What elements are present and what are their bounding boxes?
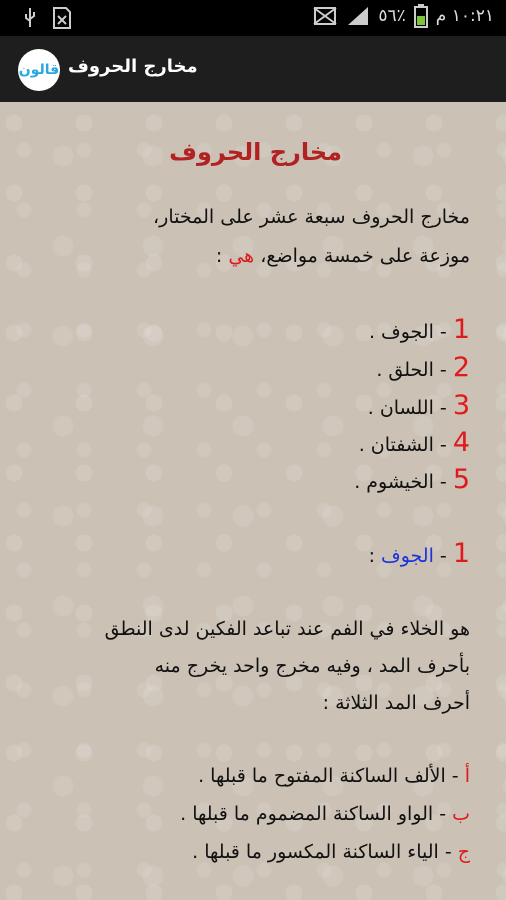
sub-list-item xyxy=(198,765,470,787)
paragraph-line-1: هو الخلاء في الفم عند تباعد الفكين لدى النطق xyxy=(104,618,470,640)
clock: ١٠:٢١ م xyxy=(435,6,494,26)
section-title: الجوف xyxy=(381,545,434,567)
list-text: - اللسان . xyxy=(367,397,453,419)
app-bar xyxy=(0,36,506,104)
list-item xyxy=(368,390,470,421)
section-heading xyxy=(369,538,470,569)
intro-line-1: مخارج الحروف سبعة عشر على المختار، xyxy=(153,206,470,228)
list-number: 2 xyxy=(452,352,470,383)
paragraph-line-2: بأحرف المد ، وفيه مخرج واحد يخرج منه xyxy=(154,655,470,677)
list-item xyxy=(354,464,470,495)
sub-text: - الألف الساكنة المفتوح ما قبلها . xyxy=(198,765,465,787)
app-title: مخارج الحروف xyxy=(68,56,198,77)
sub-list-item xyxy=(192,841,470,863)
article-heading: مخارج الحروف xyxy=(169,138,342,166)
sub-text: - الياء الساكنة المكسور ما قبلها . xyxy=(192,841,458,863)
intro-highlight: هي xyxy=(228,245,255,267)
app-logo[interactable] xyxy=(18,49,60,91)
section-colon: : xyxy=(368,545,382,567)
sub-letter: أ xyxy=(464,765,470,787)
status-bar xyxy=(0,0,506,36)
app-logo-text: قالون xyxy=(18,62,60,78)
intro-line-2 xyxy=(216,245,470,267)
section-dash: - xyxy=(433,545,453,567)
sub-letter: ب xyxy=(452,803,470,825)
no-signal-icon xyxy=(312,5,338,27)
battery-charging-icon xyxy=(414,4,428,28)
list-text: - الحلق . xyxy=(376,359,453,381)
sim-icon xyxy=(52,6,72,30)
list-text: - الشفتان . xyxy=(358,434,453,456)
list-number: 4 xyxy=(452,427,470,458)
list-item xyxy=(376,352,470,383)
intro-line-2-text-b: : xyxy=(215,245,229,267)
list-text: - الجوف . xyxy=(368,321,453,343)
signal-strength-icon xyxy=(346,5,370,27)
list-number: 3 xyxy=(452,390,470,421)
intro-line-2-text-a: موزعة على خمسة مواضع، xyxy=(254,245,470,267)
battery-percent: ٥٦٪ xyxy=(378,6,406,26)
sub-letter: ج xyxy=(457,841,470,863)
list-number: 5 xyxy=(452,464,470,495)
paragraph-line-3: أحرف المد الثلاثة : xyxy=(322,692,470,714)
system-status xyxy=(312,4,494,28)
list-text: - الخيشوم . xyxy=(354,471,453,493)
sub-list-item xyxy=(180,803,470,825)
section-number: 1 xyxy=(452,538,470,569)
sub-text: - الواو الساكنة المضموم ما قبلها . xyxy=(180,803,453,825)
list-number: 1 xyxy=(452,314,470,345)
notification-icons xyxy=(22,6,72,30)
list-item xyxy=(359,427,470,458)
list-item xyxy=(369,314,470,345)
usb-icon xyxy=(22,7,38,29)
